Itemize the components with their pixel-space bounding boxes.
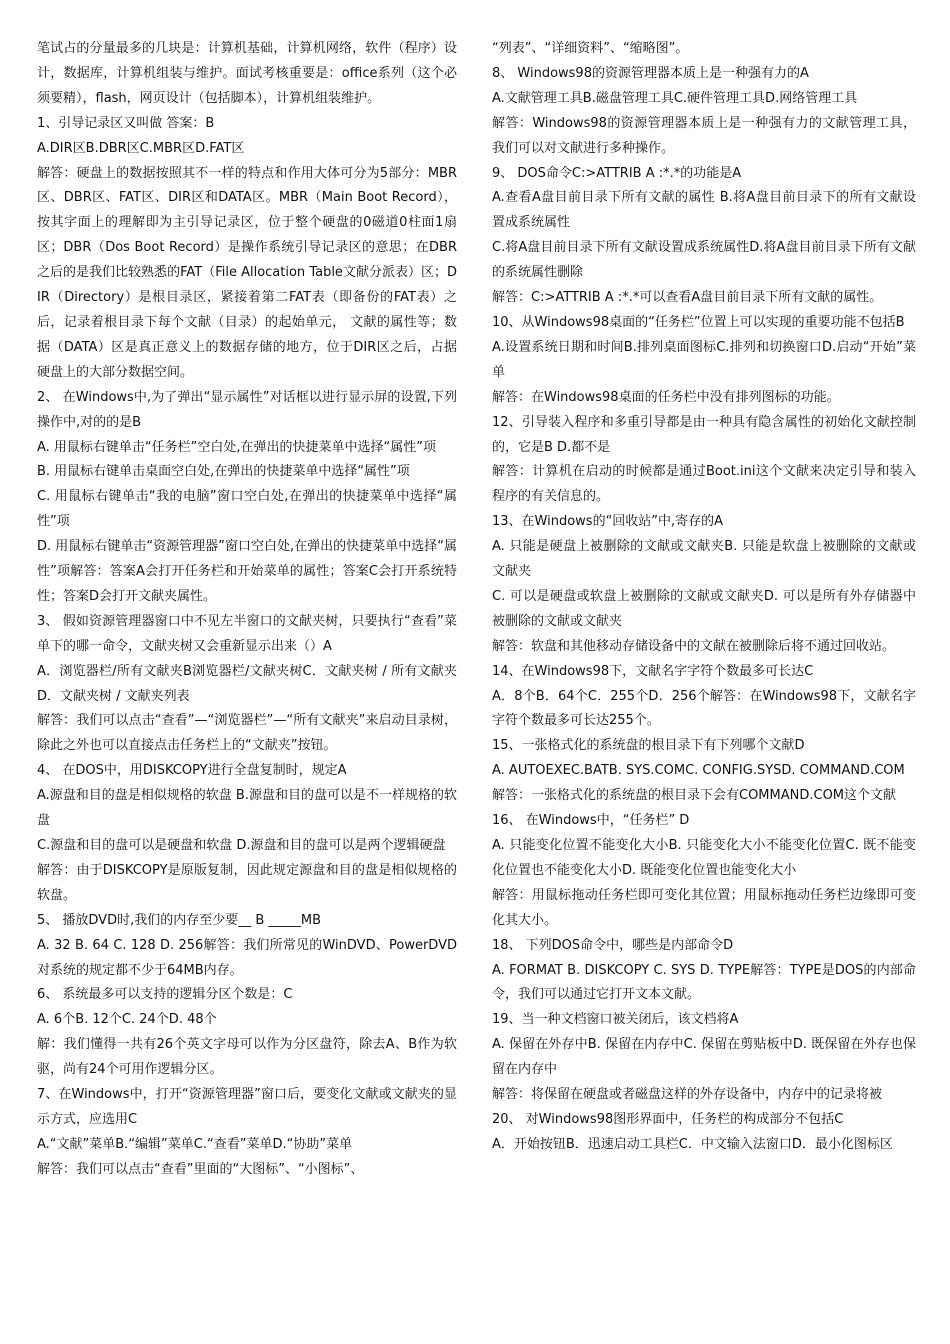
question-14: 14、在Windows98下，文献名字字符个数最多可长达C xyxy=(492,663,814,679)
question-1: 1、引导记录区又叫做 答案：B xyxy=(37,115,215,131)
question-4-answer: 解答：由于DISKCOPY是原版复制，因此规定源盘和目的盘是相似规格的软盘。 xyxy=(37,862,457,903)
question-6-options: A. 6个B. 12个C. 24个D. 48个 xyxy=(37,1012,217,1028)
question-2-option-d: D. 用鼠标右键单击“资源管理器”窗口空白处,在弹出的快捷菜单中选择“属性”项解答：答案A会打开任务栏和开始菜单的属性；答案C会打开系统特性；答案D会打开文献夹属性。 xyxy=(37,539,457,604)
left-column xyxy=(37,37,457,1183)
question-2-option-a: A. 用鼠标右键单击“任务栏”空白处,在弹出的快捷菜单中选择“属性”项 xyxy=(37,439,437,455)
question-4-options-ab: A.源盘和目的盘是相似规格的软盘 B.源盘和目的盘可以是不一样规格的软盘 xyxy=(37,788,457,829)
question-8-options: A.文献管理工具B.磁盘管理工具C.硬件管理工具D.网络管理工具 xyxy=(492,90,858,106)
question-14-options: A．8个B．64个C．255个D．256个解答：在Windows98下，文献名字字符个数最多可长达255个。 xyxy=(492,688,916,729)
question-18-options: A. FORMAT B. DISKCOPY C. SYS D. TYPE解答：TYPE是DOS的内部命令，我们可以通过它打开文本文献。 xyxy=(492,962,916,1003)
question-7-options: A.“文献”菜单B.“编辑”菜单C.“查看”菜单D.“协助”菜单 xyxy=(37,1136,353,1152)
question-7-answer-continued: “列表”、“详细资料”、“缩略图”。 xyxy=(492,41,689,56)
question-3-options: A．浏览器栏/所有文献夹B浏览器栏/文献夹树C．文献夹树 / 所有文献夹 D．文献夹树 / 文献夹列表 xyxy=(37,663,457,704)
question-10-options: A.设置系统日期和时间B.排列桌面图标C.排列和切换窗口D.启动“开始”菜单 xyxy=(492,339,916,380)
question-12-answer: 解答：计算机在启动的时候都是通过Boot.ini这个文献来决定引导和装入程序的有关信息的。 xyxy=(492,464,916,505)
question-12: 12、引导装入程序和多重引导都是由一种具有隐含属性的初始化文献控制的，它是B D.都不是 xyxy=(492,414,916,455)
question-10: 10、从Windows98桌面的“任务栏”位置上可以实现的重要功能不包括B xyxy=(492,314,905,330)
question-2-option-c: C. 用鼠标右键单击“我的电脑”窗口空白处,在弹出的快捷菜单中选择“属性”项 xyxy=(37,489,457,530)
question-19-options: A. 保留在外存中B. 保留在内存中C. 保留在剪贴板中D. 既保留在外存也保留在内存中 xyxy=(492,1037,916,1078)
question-5-options: A. 32 B. 64 C. 128 D. 256解答：我们所常见的WinDVD、PowerDVD对系统的规定都不少于64MB内存。 xyxy=(37,937,457,978)
question-4: 4、 在DOS中，用DISKCOPY进行全盘复制时，规定A xyxy=(37,763,347,779)
question-13: 13、在Windows的“回收站”中,寄存的A xyxy=(492,514,724,530)
question-15-options: A. AUTOEXEC.BATB. SYS.COMC. CONFIG.SYSD. COMMAND.COM xyxy=(492,763,905,779)
question-13-options-cd: C. 可以是硬盘或软盘上被删除的文献或文献夹D. 可以是所有外存储器中被删除的文献或文献夹 xyxy=(492,588,916,629)
question-15: 15、一张格式化的系统盘的根目录下有下列哪个文献D xyxy=(492,738,805,754)
question-1-answer: 解答：硬盘上的数据按照其不一样的特点和作用大体可分为5部分：MBR区、DBR区、FAT区、DIR区和DATA区。MBR（Main Boot Record），按其字面上的理解即为主引导记录区，位于整个硬盘的0磁道0柱面1扇区；DBR（Dos Boot Record）是操作系统引导记录区的意思；在DBR之后的是我们比较熟悉的FAT（File Allocation Table文献分派表）区；DIR（Directory）是根目录区，紧接着第二FAT表（即备份的FAT表）之后，记录着根目录下每个文献（目录）的起始单元， 文献的属性等；数据（DATA）区是真正意义上的数据存储的地方，位于DIR区之后，占据硬盘上的大部分数据空间。 xyxy=(37,165,457,380)
question-20: 20、 对Windows98图形界面中，任务栏的构成部分不包括C xyxy=(492,1111,844,1127)
question-16-options: A. 只能变化位置不能变化大小B. 只能变化大小不能变化位置C. 既不能变化位置也不能变化大小D. 既能变化位置也能变化大小 xyxy=(492,838,916,878)
right-column xyxy=(492,37,916,1158)
question-9-options-cd: C.将A盘目前目录下所有文献设置成系统属性D.将A盘目前目录下所有文献的系统属性删除 xyxy=(492,240,916,281)
question-9-answer: 解答：C:>ATTRIB A :*.*可以查看A盘目前目录下所有文献的属性。 xyxy=(492,290,883,306)
question-7: 7、在Windows中，打开“资源管理器”窗口后，要变化文献或文献夹的显示方式，应选用C xyxy=(37,1087,457,1127)
question-13-answer: 解答：软盘和其他移动存储设备中的文献在被删除后将不通过回收站。 xyxy=(492,638,896,654)
question-2-option-b: B. 用鼠标右键单击桌面空白处,在弹出的快捷菜单中选择“属性”项 xyxy=(37,464,410,480)
question-9-options-ab: A.查看A盘目前目录下所有文献的属性 B.将A盘目前目录下的所有文献设置成系统属性 xyxy=(492,190,916,231)
question-16: 16、 在Windows中，“任务栏” D xyxy=(492,813,690,829)
question-2: 2、 在Windows中,为了弹出“显示属性”对话框以进行显示屏的设置,下列操作中,对的的是B xyxy=(37,389,457,430)
question-9: 9、 DOS命令C:>ATTRIB A :*.*的功能是A xyxy=(492,165,742,181)
question-13-options-ab: A. 只能是硬盘上被删除的文献或文献夹B. 只能是软盘上被删除的文献或文献夹 xyxy=(492,539,916,580)
question-4-options-cd: C.源盘和目的盘可以是硬盘和软盘 D.源盘和目的盘可以是两个逻辑硬盘 xyxy=(37,838,446,853)
question-6-answer: 解：我们懂得一共有26个英文字母可以作为分区盘符，除去A、B作为软驱，尚有24个可用作逻辑分区。 xyxy=(37,1037,457,1078)
question-5: 5、 播放DVD时,我们的内存至少要__ B _____MB xyxy=(37,912,322,928)
question-1-options: A.DIR区B.DBR区C.MBR区D.FAT区 xyxy=(37,140,245,156)
question-7-answer: 解答：我们可以点击“查看”里面的“大图标”、“小图标”、 xyxy=(37,1161,364,1177)
intro-paragraph: 笔试占的分量最多的几块是：计算机基础，计算机网络，软件（程序）设计，数据库，计算机组装与维护。面试考核重要是：office系列（这个必须要精），flash，网页设计（包括脚本），计算机组装维护。 xyxy=(37,41,457,106)
question-19: 19、当一种文档窗口被关闭后，该文档将A xyxy=(492,1012,739,1028)
question-8-answer: 解答：Windows98的资源管理器本质上是一种强有力的文献管理工具，我们可以对文献进行多种操作。 xyxy=(492,115,916,156)
question-20-options: A．开始按钮B．迅速启动工具栏C．中文输入法窗口D．最小化图标区 xyxy=(492,1136,893,1152)
question-16-answer: 解答：用鼠标拖动任务栏即可变化其位置；用鼠标拖动任务栏边缘即可变化其大小。 xyxy=(492,887,916,928)
question-6: 6、 系统最多可以支持的逻辑分区个数是：C xyxy=(37,987,293,1003)
question-10-answer: 解答：在Windows98桌面的任务栏中没有排列图标的功能。 xyxy=(492,389,840,405)
question-3: 3、 假如资源管理器窗口中不见左半窗口的文献夹树，只要执行“查看”菜单下的哪一命令，文献夹树又会重新显示出来（）A xyxy=(37,613,457,654)
question-18: 18、 下列DOS命令中，哪些是内部命令D xyxy=(492,937,734,953)
question-3-answer: 解答：我们可以点击“查看”—“浏览器栏”—“所有文献夹”来启动目录树，除此之外也可以直接点击任务栏上的“文献夹”按钮。 xyxy=(37,713,457,754)
question-15-answer: 解答：一张格式化的系统盘的根目录下会有COMMAND.COM这个文献 xyxy=(492,788,897,804)
question-19-answer: 解答：将保留在硬盘或者磁盘这样的外存设备中，内存中的记录将被 xyxy=(492,1087,883,1103)
question-8: 8、 Windows98的资源管理器本质上是一种强有力的A xyxy=(492,65,809,81)
